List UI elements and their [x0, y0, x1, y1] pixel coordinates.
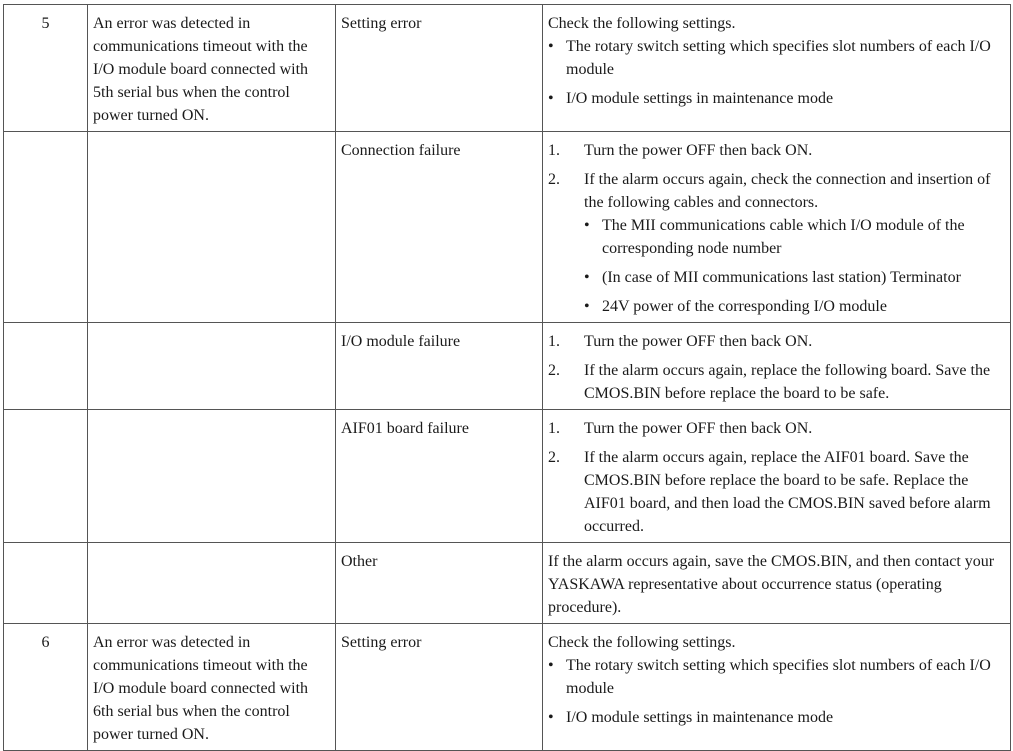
- step-number: 1.: [548, 420, 560, 437]
- alarm-description: An error was detected in communications timeout with the I/O module board connected with 5th serial bus when the control power turned ON.: [88, 5, 336, 132]
- remedy-cell: [543, 624, 1011, 751]
- bullet-text: 24V power of the corresponding I/O module: [602, 298, 887, 315]
- bullet-icon: •: [584, 298, 590, 315]
- alarm-description-empty: [88, 132, 336, 323]
- step-text: Turn the power OFF then back ON.: [584, 142, 813, 159]
- list-item: [548, 168, 1005, 318]
- table-row: [4, 543, 1011, 624]
- cause-label: I/O module failure: [336, 323, 543, 410]
- bullet-icon: •: [584, 217, 590, 234]
- list-item: [548, 359, 1005, 405]
- remedy-cell: [543, 323, 1011, 410]
- list-item: [584, 266, 1005, 289]
- bullet-icon: •: [548, 657, 554, 674]
- remedy-step-list: [548, 139, 1005, 318]
- remedy-text: If the alarm occurs again, save the CMOS.BIN, and then contact your YASKAWA representative about occurrence status (operating procedure).: [543, 543, 1011, 624]
- step-text: Turn the power OFF then back ON.: [584, 420, 813, 437]
- step-number: 2.: [548, 362, 560, 379]
- list-item: [584, 295, 1005, 318]
- alarm-number-empty: [4, 323, 88, 410]
- step-number: 1.: [548, 142, 560, 159]
- cause-label: Connection failure: [336, 132, 543, 323]
- cause-label: Setting error: [336, 5, 543, 132]
- bullet-icon: •: [584, 269, 590, 286]
- cause-label: Setting error: [336, 624, 543, 751]
- list-item: [548, 706, 1005, 729]
- bullet-text: The MII communications cable which I/O module of the corresponding node number: [602, 217, 965, 257]
- step-text: Turn the power OFF then back ON.: [584, 333, 813, 350]
- table-row: [4, 132, 1011, 323]
- remedy-cell: [543, 410, 1011, 543]
- bullet-text: I/O module settings in maintenance mode: [566, 90, 834, 107]
- list-item: [548, 87, 1005, 110]
- list-item: [584, 214, 1005, 260]
- remedy-cell: [543, 5, 1011, 132]
- table-row: [4, 323, 1011, 410]
- remedy-intro: Check the following settings.: [548, 634, 736, 651]
- step-number: 2.: [548, 449, 560, 466]
- list-item: [548, 417, 1005, 440]
- step-text: If the alarm occurs again, check the connection and insertion of the following cables and connectors.: [584, 171, 991, 211]
- step-text: If the alarm occurs again, replace the AIF01 board. Save the CMOS.BIN before replace the board to be safe. Replace the AIF01 board, and then load the CMOS.BIN saved before alarm occurred.: [584, 449, 991, 535]
- step-number: 1.: [548, 333, 560, 350]
- bullet-icon: •: [548, 38, 554, 55]
- bullet-text: The rotary switch setting which specifies slot numbers of each I/O module: [566, 38, 991, 78]
- list-item: [548, 654, 1005, 700]
- list-item: [548, 446, 1005, 538]
- alarm-number-empty: [4, 543, 88, 624]
- table-row: [4, 410, 1011, 543]
- bullet-text: (In case of MII communications last station) Terminator: [602, 269, 961, 286]
- bullet-text: The rotary switch setting which specifies slot numbers of each I/O module: [566, 657, 991, 697]
- list-item: [548, 330, 1005, 353]
- alarm-number-empty: [4, 410, 88, 543]
- step-text: If the alarm occurs again, replace the following board. Save the CMOS.BIN before replace the board to be safe.: [584, 362, 991, 402]
- cause-label: Other: [336, 543, 543, 624]
- alarm-table: [3, 4, 1011, 751]
- table-row: [4, 624, 1011, 751]
- sub-bullet-list: [584, 214, 1005, 318]
- alarm-description-empty: [88, 410, 336, 543]
- remedy-bullet-list: [548, 35, 1005, 110]
- remedy-step-list: [548, 330, 1005, 405]
- alarm-number: 5: [4, 5, 88, 132]
- list-item: [548, 35, 1005, 81]
- alarm-description-empty: [88, 323, 336, 410]
- step-number: 2.: [548, 171, 560, 188]
- remedy-step-list: [548, 417, 1005, 538]
- bullet-icon: •: [548, 709, 554, 726]
- remedy-bullet-list: [548, 654, 1005, 729]
- remedy-intro: Check the following settings.: [548, 15, 736, 32]
- alarm-description: An error was detected in communications timeout with the I/O module board connected with 6th serial bus when the control power turned ON.: [88, 624, 336, 751]
- bullet-icon: •: [548, 90, 554, 107]
- cause-label: AIF01 board failure: [336, 410, 543, 543]
- alarm-number-empty: [4, 132, 88, 323]
- list-item: [548, 139, 1005, 162]
- table-row: [4, 5, 1011, 132]
- bullet-text: I/O module settings in maintenance mode: [566, 709, 834, 726]
- alarm-description-empty: [88, 543, 336, 624]
- remedy-cell: [543, 132, 1011, 323]
- alarm-number: 6: [4, 624, 88, 751]
